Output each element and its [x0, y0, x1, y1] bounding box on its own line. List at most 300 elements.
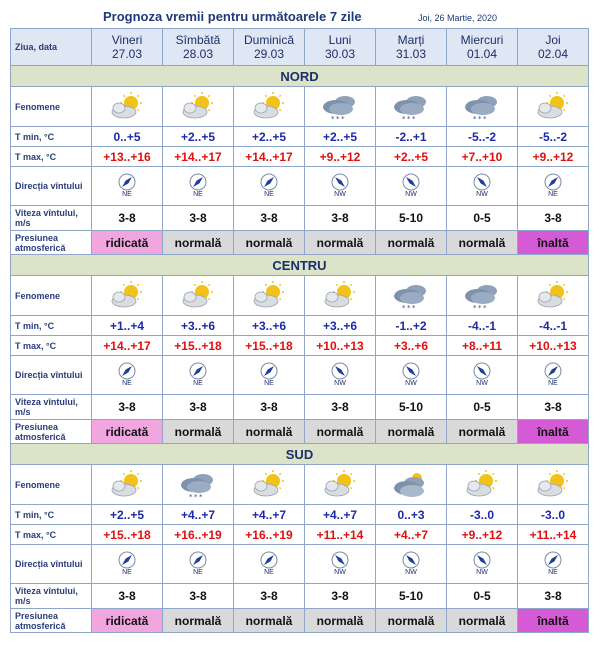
cloudy-icon: [392, 470, 430, 500]
wind-speed-cell: [163, 584, 234, 609]
wind-speed-cell: [447, 584, 518, 609]
wind-speed-value: 3-8: [331, 211, 349, 225]
pressure-cell: [305, 231, 376, 255]
wind-direction-value: NE: [548, 191, 558, 198]
wind-direction-value: NE: [193, 380, 203, 387]
day-date: 01.04: [466, 47, 498, 61]
tmin-value: +2..+5: [180, 129, 216, 144]
phenomena-cell: [92, 465, 163, 505]
wind-compass-icon: [189, 551, 207, 569]
pressure-cell: [163, 420, 234, 444]
wind-direction-value: NE: [548, 380, 558, 387]
wind-direction-cell: [518, 356, 589, 395]
wind-direction-value: NW: [334, 380, 346, 387]
wind-direction-value: NW: [476, 191, 488, 198]
wind-compass-icon: [118, 173, 136, 191]
pressure-cell: [234, 609, 305, 633]
phenomena-cell: [376, 276, 447, 316]
wind-direction-cell: [163, 545, 234, 584]
cloudy-snow-icon: [321, 92, 359, 122]
tmax-value: +11..+14: [316, 527, 364, 542]
day-date: 02.04: [537, 47, 569, 61]
svg-text:*: *: [341, 114, 345, 122]
tmax-label: [11, 147, 92, 167]
wind-speed-value: 0-5: [473, 589, 491, 603]
phenomena-cell: [305, 465, 376, 505]
wind-direction-value: NW: [334, 191, 346, 198]
pressure-cell: [92, 420, 163, 444]
phenomena-cell: [234, 276, 305, 316]
forecast-date: Joi, 26 Martie, 2020: [418, 13, 498, 23]
partly-cloudy-icon: [108, 92, 146, 122]
tmin-value: +2..+5: [109, 507, 145, 522]
pressure-value: normală: [245, 424, 293, 439]
wind-speed-cell: [305, 584, 376, 609]
wind-direction-cell: [234, 356, 305, 395]
wind-compass-icon: [473, 551, 491, 569]
wind-compass-icon: [260, 551, 278, 569]
wind-speed-cell: [163, 395, 234, 420]
tmax-cell: [305, 147, 376, 167]
pressure-label: [11, 231, 92, 255]
tmax-value: +11..+14: [529, 527, 577, 542]
tmax-label-text: T max, °C: [15, 340, 57, 351]
wind-compass-icon: [331, 173, 349, 191]
wind-direction-cell: [92, 545, 163, 584]
tmin-value: -4..-1: [538, 318, 567, 333]
tmax-cell: [447, 525, 518, 545]
tmin-cell: [305, 127, 376, 147]
region-title: [11, 255, 589, 276]
phenomena-label: [11, 276, 92, 316]
day-name: Duminică: [243, 33, 294, 47]
tmax-value: +16..+19: [174, 527, 222, 542]
phenomena-cell: [234, 87, 305, 127]
tmin-label: [11, 127, 92, 147]
wind-direction-label: [11, 356, 92, 395]
tmin-cell: [92, 127, 163, 147]
tmax-value: +4..+7: [393, 527, 429, 542]
partly-cloudy-icon: [534, 92, 572, 122]
wind-compass-icon: [189, 362, 207, 380]
days-header-row: [11, 29, 589, 66]
phenomena-cell: [92, 276, 163, 316]
tmax-cell: [518, 525, 589, 545]
partly-cloudy-icon: [463, 470, 501, 500]
tmin-cell: [447, 316, 518, 336]
partly-cloudy-icon: [250, 92, 288, 122]
tmin-cell: [305, 505, 376, 525]
pressure-cell: [305, 420, 376, 444]
pressure-cell: [92, 231, 163, 255]
pressure-cell: [447, 231, 518, 255]
pressure-label-text: Presiunea atmosferică: [15, 421, 66, 442]
pressure-label: [11, 420, 92, 444]
wind-compass-icon: [544, 551, 562, 569]
wind-speed-value: 0-5: [473, 400, 491, 414]
wind-direction-cell: [305, 356, 376, 395]
tmin-label-text: T min, °C: [15, 131, 55, 142]
cloudy-snow-icon: [463, 92, 501, 122]
partly-cloudy-icon: [250, 470, 288, 500]
phenomena-label-text: Fenomene: [15, 101, 61, 112]
wind-speed-value: 3-8: [331, 400, 349, 414]
wind-direction-cell: [447, 356, 518, 395]
phenomena-label-text: Fenomene: [15, 290, 61, 301]
wind-compass-icon: [331, 551, 349, 569]
wind-direction-value: NW: [476, 569, 488, 576]
partly-cloudy-icon: [534, 281, 572, 311]
wind-speed-cell: [92, 395, 163, 420]
tmin-value: +3..+6: [251, 318, 287, 333]
wind-direction-value: NE: [264, 191, 274, 198]
phenomena-cell: [305, 276, 376, 316]
corner-label: Ziua, data: [15, 42, 58, 52]
wind-direction-row: [11, 356, 589, 395]
tmin-row: [11, 316, 589, 336]
wind-compass-icon: [473, 362, 491, 380]
wind-direction-cell: [447, 545, 518, 584]
phenomena-row: [11, 465, 589, 505]
pressure-value: normală: [387, 424, 435, 439]
phenomena-label: [11, 87, 92, 127]
wind-speed-value: 3-8: [189, 589, 207, 603]
wind-direction-cell: [305, 167, 376, 206]
wind-compass-icon: [260, 362, 278, 380]
wind-direction-value: NE: [193, 191, 203, 198]
wind-direction-label: [11, 167, 92, 206]
tmin-cell: [305, 316, 376, 336]
wind-speed-cell: [447, 206, 518, 231]
pressure-value: normală: [458, 235, 506, 250]
pressure-cell: [234, 231, 305, 255]
day-header: [234, 29, 305, 66]
wind-speed-label-text: Viteza vîntului, m/s: [15, 397, 78, 417]
wind-speed-value: 5-10: [398, 400, 424, 414]
tmax-cell: [305, 336, 376, 356]
pressure-value: normală: [458, 613, 506, 628]
tmin-cell: [163, 316, 234, 336]
wind-speed-cell: [92, 584, 163, 609]
wind-speed-value: 3-8: [544, 400, 562, 414]
tmin-value: +4..+7: [180, 507, 216, 522]
tmax-cell: [518, 336, 589, 356]
tmax-cell: [163, 336, 234, 356]
tmax-cell: [376, 147, 447, 167]
svg-text:*: *: [199, 492, 203, 500]
tmax-value: +15..+18: [245, 338, 293, 353]
tmax-cell: [518, 147, 589, 167]
wind-speed-label: [11, 584, 92, 609]
day-name: Miercuri: [460, 33, 504, 47]
wind-direction-cell: [376, 167, 447, 206]
wind-speed-cell: [447, 395, 518, 420]
partly-cloudy-icon: [321, 470, 359, 500]
wind-direction-label: [11, 545, 92, 584]
wind-speed-row: [11, 206, 589, 231]
tmax-cell: [447, 336, 518, 356]
pressure-cell: [376, 231, 447, 255]
tmin-cell: [376, 127, 447, 147]
region-band-row: [11, 255, 589, 276]
wind-speed-label-text: Viteza vîntului, m/s: [15, 586, 78, 606]
partly-cloudy-icon: [250, 281, 288, 311]
tmax-value: +14..+17: [245, 149, 293, 164]
phenomena-row: [11, 276, 589, 316]
wind-speed-label: [11, 206, 92, 231]
tmax-value: +10..+13: [316, 338, 364, 353]
tmax-label-text: T max, °C: [15, 151, 57, 162]
wind-direction-cell: [447, 167, 518, 206]
wind-direction-cell: [305, 545, 376, 584]
wind-direction-value: NW: [334, 569, 346, 576]
region-band-row: [11, 444, 589, 465]
svg-text:*: *: [407, 114, 411, 122]
tmax-row: [11, 336, 589, 356]
day-date: 28.03: [182, 47, 214, 61]
pressure-cell: [376, 420, 447, 444]
tmax-label: [11, 525, 92, 545]
wind-speed-cell: [163, 206, 234, 231]
wind-speed-value: 3-8: [260, 400, 278, 414]
day-header: [163, 29, 234, 66]
phenomena-cell: [305, 87, 376, 127]
wind-speed-cell: [92, 206, 163, 231]
svg-text:*: *: [189, 492, 193, 500]
pressure-value: normală: [174, 424, 222, 439]
phenomena-label-text: Fenomene: [15, 479, 61, 490]
pressure-label: [11, 609, 92, 633]
corner-cell: [11, 29, 92, 66]
wind-speed-value: 3-8: [189, 211, 207, 225]
tmax-row: [11, 525, 589, 545]
wind-direction-value: NE: [264, 380, 274, 387]
day-header: [305, 29, 376, 66]
wind-speed-value: 3-8: [189, 400, 207, 414]
pressure-value: normală: [245, 613, 293, 628]
tmin-cell: [447, 127, 518, 147]
cloudy-snow-icon: [463, 281, 501, 311]
phenomena-cell: [163, 276, 234, 316]
cloudy-snow-icon: [179, 470, 217, 500]
tmax-cell: [305, 525, 376, 545]
wind-speed-cell: [234, 584, 305, 609]
partly-cloudy-icon: [108, 470, 146, 500]
phenomena-cell: [376, 465, 447, 505]
pressure-value: normală: [387, 235, 435, 250]
phenomena-cell: [518, 87, 589, 127]
tmax-value: +14..+17: [103, 338, 151, 353]
svg-text:*: *: [478, 114, 482, 122]
tmax-value: +13..+16: [103, 149, 151, 164]
partly-cloudy-icon: [534, 470, 572, 500]
tmin-label: [11, 316, 92, 336]
wind-direction-value: NW: [405, 380, 417, 387]
wind-speed-value: 3-8: [331, 589, 349, 603]
wind-speed-cell: [376, 584, 447, 609]
tmin-value: +3..+6: [180, 318, 216, 333]
pressure-value: ridicată: [105, 613, 149, 628]
pressure-cell: [234, 420, 305, 444]
wind-compass-icon: [544, 173, 562, 191]
partly-cloudy-icon: [179, 281, 217, 311]
pressure-cell: [163, 231, 234, 255]
pressure-value: înaltă: [537, 613, 569, 628]
wind-direction-row: [11, 167, 589, 206]
phenomena-label: [11, 465, 92, 505]
wind-speed-value: 3-8: [118, 589, 136, 603]
wind-compass-icon: [544, 362, 562, 380]
phenomena-row: [11, 87, 589, 127]
day-date: 31.03: [395, 47, 427, 61]
wind-compass-icon: [402, 551, 420, 569]
wind-speed-value: 3-8: [544, 589, 562, 603]
pressure-cell: [518, 609, 589, 633]
wind-speed-cell: [305, 206, 376, 231]
tmax-value: +9..+12: [319, 149, 361, 164]
tmin-label-text: T min, °C: [15, 320, 55, 331]
pressure-cell: [376, 609, 447, 633]
tmin-value: -5..-2: [467, 129, 496, 144]
svg-text:*: *: [336, 114, 340, 122]
wind-speed-value: 3-8: [260, 211, 278, 225]
page-title: Prognoza vremii pentru următoarele 7 zile: [103, 9, 362, 24]
svg-text:*: *: [402, 114, 406, 122]
day-header: [376, 29, 447, 66]
tmin-value: -1..+2: [395, 318, 427, 333]
day-name: Joi: [545, 33, 561, 47]
wind-speed-row: [11, 584, 589, 609]
tmin-cell: [518, 127, 589, 147]
tmax-cell: [376, 525, 447, 545]
pressure-value: normală: [316, 424, 364, 439]
tmax-cell: [234, 147, 305, 167]
pressure-row: [11, 420, 589, 444]
wind-speed-value: 5-10: [398, 589, 424, 603]
svg-text:*: *: [473, 114, 477, 122]
partly-cloudy-icon: [321, 281, 359, 311]
pressure-value: normală: [174, 613, 222, 628]
tmax-value: +16..+19: [245, 527, 293, 542]
tmin-label: [11, 505, 92, 525]
svg-text:*: *: [478, 303, 482, 311]
svg-text:*: *: [483, 303, 487, 311]
tmax-value: +14..+17: [174, 149, 222, 164]
pressure-value: normală: [387, 613, 435, 628]
tmin-cell: [518, 505, 589, 525]
pressure-cell: [92, 609, 163, 633]
pressure-row: [11, 609, 589, 633]
phenomena-cell: [163, 465, 234, 505]
pressure-value: normală: [316, 613, 364, 628]
wind-direction-value: NE: [548, 569, 558, 576]
phenomena-cell: [447, 276, 518, 316]
tmax-cell: [163, 525, 234, 545]
day-header: [447, 29, 518, 66]
pressure-value: normală: [458, 424, 506, 439]
wind-compass-icon: [118, 362, 136, 380]
pressure-value: normală: [245, 235, 293, 250]
svg-text:*: *: [473, 303, 477, 311]
wind-speed-cell: [234, 206, 305, 231]
tmin-cell: [92, 505, 163, 525]
pressure-value: înaltă: [537, 424, 569, 439]
tmin-value: -2..+1: [395, 129, 427, 144]
tmax-value: +9..+12: [461, 527, 503, 542]
wind-direction-value: NW: [405, 191, 417, 198]
pressure-row: [11, 231, 589, 255]
tmin-value: 0..+5: [113, 129, 141, 144]
pressure-value: normală: [174, 235, 222, 250]
phenomena-cell: [234, 465, 305, 505]
day-header: [92, 29, 163, 66]
tmax-value: +15..+18: [174, 338, 222, 353]
wind-direction-label-text: Direcția vîntului: [15, 181, 83, 191]
wind-direction-value: NW: [476, 380, 488, 387]
tmax-cell: [163, 147, 234, 167]
wind-direction-value: NE: [122, 191, 132, 198]
wind-speed-value: 0-5: [473, 211, 491, 225]
pressure-cell: [163, 609, 234, 633]
phenomena-cell: [376, 87, 447, 127]
tmin-cell: [376, 505, 447, 525]
tmin-value: +2..+5: [322, 129, 358, 144]
tmin-cell: [234, 127, 305, 147]
wind-speed-value: 3-8: [544, 211, 562, 225]
tmin-cell: [234, 505, 305, 525]
wind-direction-row: [11, 545, 589, 584]
tmin-row: [11, 127, 589, 147]
pressure-label-text: Presiunea atmosferică: [15, 610, 66, 631]
tmin-value: -4..-1: [467, 318, 496, 333]
wind-direction-cell: [234, 167, 305, 206]
tmin-value: -5..-2: [538, 129, 567, 144]
tmin-value: +3..+6: [322, 318, 358, 333]
tmax-cell: [234, 525, 305, 545]
day-name: Luni: [328, 33, 352, 47]
wind-compass-icon: [473, 173, 491, 191]
day-date: 30.03: [324, 47, 356, 61]
pressure-value: înaltă: [537, 235, 569, 250]
tmin-cell: [518, 316, 589, 336]
tmax-value: +15..+18: [103, 527, 151, 542]
wind-speed-label: [11, 395, 92, 420]
tmin-label-text: T min, °C: [15, 509, 55, 520]
tmax-value: +9..+12: [532, 149, 574, 164]
wind-direction-cell: [518, 167, 589, 206]
tmin-cell: [163, 127, 234, 147]
tmin-value: -3..0: [469, 507, 494, 522]
wind-speed-cell: [518, 395, 589, 420]
tmax-value: +10..+13: [529, 338, 577, 353]
pressure-cell: [518, 420, 589, 444]
wind-speed-value: 5-10: [398, 211, 424, 225]
phenomena-cell: [447, 465, 518, 505]
tmax-cell: [92, 336, 163, 356]
wind-compass-icon: [118, 551, 136, 569]
tmin-cell: [163, 505, 234, 525]
day-header: [518, 29, 589, 66]
region-name: CENTRU: [272, 257, 327, 273]
region-name: SUD: [285, 446, 314, 462]
tmin-value: +2..+5: [251, 129, 287, 144]
tmin-value: 0..+3: [397, 507, 425, 522]
pressure-value: ridicată: [105, 235, 149, 250]
wind-direction-cell: [376, 545, 447, 584]
tmax-row: [11, 147, 589, 167]
svg-text:*: *: [331, 114, 335, 122]
wind-speed-value: 3-8: [118, 211, 136, 225]
